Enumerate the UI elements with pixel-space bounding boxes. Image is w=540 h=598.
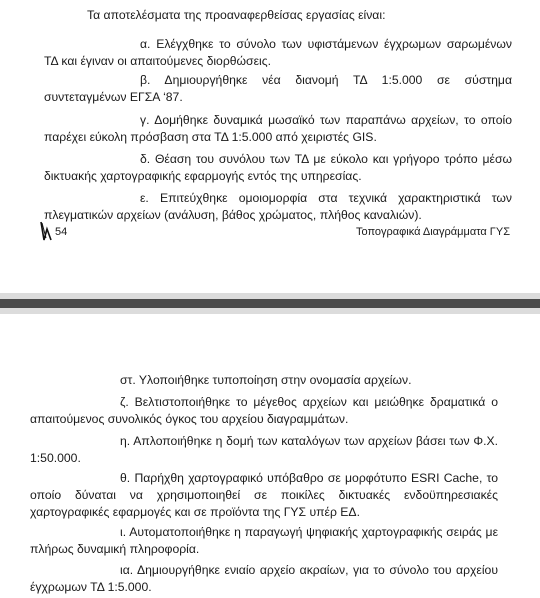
list-item-iota-alpha bbox=[30, 562, 498, 596]
page-separator bbox=[0, 293, 540, 314]
page-separator-band bbox=[0, 299, 540, 308]
document-page-top bbox=[0, 0, 540, 293]
item-number: ζ. bbox=[120, 395, 129, 409]
item-text: Επιτεύχθηκε ομοιομορφία στα τεχνικά χαρακτηριστικά των πλεγματικών αρχείων (ανάλυση, βάθος χρώματος, πλήθος καναλιών). bbox=[44, 191, 512, 222]
item-number: ε. bbox=[140, 191, 149, 205]
item-text: Υλοποιήθηκε τυποποίηση στην ονομασία αρχείων. bbox=[138, 373, 412, 387]
item-number: γ. bbox=[140, 113, 150, 127]
item-number: ια. bbox=[120, 563, 134, 577]
list-item-iota bbox=[30, 524, 498, 558]
item-text: Δημιουργήθηκε ενιαίο αρχείο ακραίων, για το σύνολο του αρχείου έγχρωμων ΤΔ 1:5.000. bbox=[30, 563, 499, 594]
list-item-alpha bbox=[44, 36, 512, 70]
item-text: Δομήθηκε δυναμικά μωσαϊκό των παραπάνω αρχείων, το οποίο παρέχει εύκολη πρόσβαση στα ΤΔ 1:5.000 από χειριστές GIS. bbox=[44, 113, 512, 144]
list-item-gamma bbox=[44, 112, 512, 146]
item-text: Αυτοματοποιήθηκε η παραγωγή ψηφιακής χαρτογραφικής σειράς με πλήρως δυναμική πληροφορία. bbox=[30, 525, 499, 556]
list-item-eta bbox=[30, 433, 498, 467]
item-number: α. bbox=[140, 37, 151, 51]
list-item-zeta bbox=[30, 394, 498, 428]
item-text: Απλοποιήθηκε η δομή των καταλόγων των αρχείων βάσει των Φ.Χ. 1:50.000. bbox=[30, 434, 498, 465]
item-number: δ. bbox=[140, 152, 151, 166]
list-item-beta bbox=[44, 72, 512, 106]
page-number: 54 bbox=[55, 226, 68, 238]
intro-paragraph: Τα αποτελέσματα της προαναφερθείσας εργασίας είναι: bbox=[87, 8, 386, 22]
item-number: ι. bbox=[120, 525, 127, 539]
text-cursor-icon bbox=[39, 220, 53, 242]
item-text: Παρήχθη χαρτογραφικό υπόβαθρο σε μορφότυπο ESRI Cache, το οποίο δύναται να χρησιμοποιηθεί σε ποικίλες δικτυακές ενδοϋπηρεσιακές χαρτογραφικές εφαρμογές και σε προϊόντα της ΓΥΣ υπέρ ΕΔ. bbox=[30, 471, 499, 519]
list-item-theta bbox=[30, 470, 498, 521]
list-item-delta bbox=[44, 151, 512, 185]
item-number: στ. bbox=[120, 373, 136, 387]
item-number: θ. bbox=[120, 471, 131, 485]
running-title: Τοπογραφικά Διαγράμματα ΓΥΣ bbox=[356, 226, 510, 238]
item-text: Θέαση του συνόλου των ΤΔ με εύκολο και γρήγορο τρόπο μέσω δικτυακής χαρτογραφικής εφαρμογής εντός της υπηρεσίας. bbox=[44, 152, 512, 183]
item-text: Δημιουργήθηκε νέα διανομή ΤΔ 1:5.000 σε σύστημα συντεταγμένων ΕΓΣΑ ‘87. bbox=[44, 73, 513, 104]
item-text: Βελτιστοποιήθηκε το μέγεθος αρχείων και μειώθηκε δραματικά ο απαιτούμενος συνολικός όγκος του αρχείου διαγραμμάτων. bbox=[30, 395, 498, 426]
item-number: η. bbox=[120, 434, 131, 448]
list-item-epsilon bbox=[44, 190, 512, 224]
item-number: β. bbox=[140, 73, 151, 87]
list-item-stigma bbox=[30, 372, 498, 389]
item-text: Ελέγχθηκε το σύνολο των υφιστάμενων έγχρωμων σαρωμένων ΤΔ και έγιναν οι απαιτούμενες διορθώσεις. bbox=[44, 37, 512, 68]
document-page-bottom bbox=[0, 314, 540, 598]
